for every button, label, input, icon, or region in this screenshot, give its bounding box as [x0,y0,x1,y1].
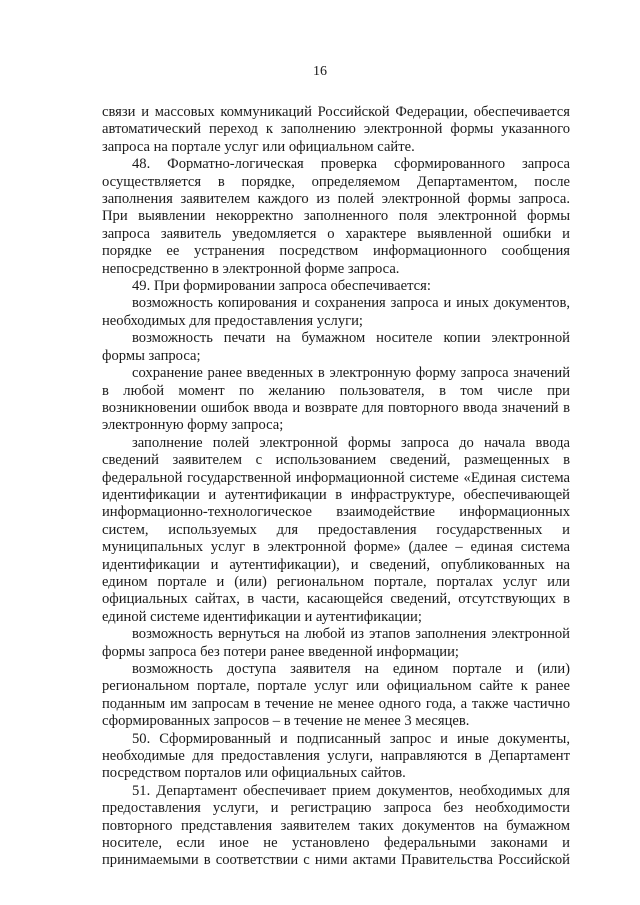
paragraph-51: 51. Департамент обеспечивает прием документов, необходимых для предоставления услуги, и регистрацию запроса без необходимости повторного представления заявителем таких документов на бумажном носителе, если иное не установлено федеральными законами и принимаемыми в соответствии с ними актами Правительства Российской [102,782,570,869]
list-item: сохранение ранее введенных в электронную форму запроса значений в любой момент по желанию пользователя, в том числе при возникновении ошибок ввода и возврате для повторного ввода значений в электронную форму запроса; [102,365,570,434]
list-item: возможность вернуться на любой из этапов заполнения электронной формы запроса без потери ранее введенной информации; [102,626,570,660]
paragraph-50: 50. Сформированный и подписанный запрос и иные документы, необходимые для предоставления услуги, направляются в Департамент посредством порталов или официальных сайтов. [102,730,570,782]
paragraph-continuation: связи и массовых коммуникаций Российской Федерации, обеспечивается автоматический переход к заполнению электронной формы указанного запроса на портале услуг или официальном сайте. [102,104,570,155]
document-body [102,104,570,870]
paragraph-48: 48. Форматно-логическая проверка сформированного запроса осуществляется в порядке, определяемом Департаментом, после заполнения заявителем каждого из полей электронной формы запроса. При выявлении некорректно заполненного поля электронной формы запроса заявитель уведомляется о характере выявленной ошибки и порядке ее устранения посредством информационного сообщения непосредственно в электронной форме запроса. [102,156,570,277]
list-item: возможность копирования и сохранения запроса и иных документов, необходимых для предоставления услуги; [102,295,570,329]
list-item: возможность печати на бумажном носителе копии электронной формы запроса; [102,330,570,364]
list-item: возможность доступа заявителя на едином портале и (или) региональном портале, портале услуг или официальном сайте к ранее поданным им запросам в течение не менее одного года, а также частично сформированных запросов – в течение не менее 3 месяцев. [102,661,570,730]
list-item: заполнение полей электронной формы запроса до начала ввода сведений заявителем с использованием сведений, размещенных в федеральной государственной информационной системе «Единая система идентификации и аутентификации в инфраструктуре, обеспечивающей информационно-технологическое взаимодействие информационных систем, используемых для предоставления государственных и муниципальных услуг в электронной форме» (далее – единая система идентификации и аутентификации), и сведений, опубликованных на едином портале и (или) региональном портале, порталах услуг или официальных сайтах, в части, касающейся сведений, отсутствующих в единой системе идентификации и аутентификации; [102,434,570,625]
page-number: 16 [313,64,327,79]
paragraph-49: 49. При формировании запроса обеспечивается: [132,278,431,295]
